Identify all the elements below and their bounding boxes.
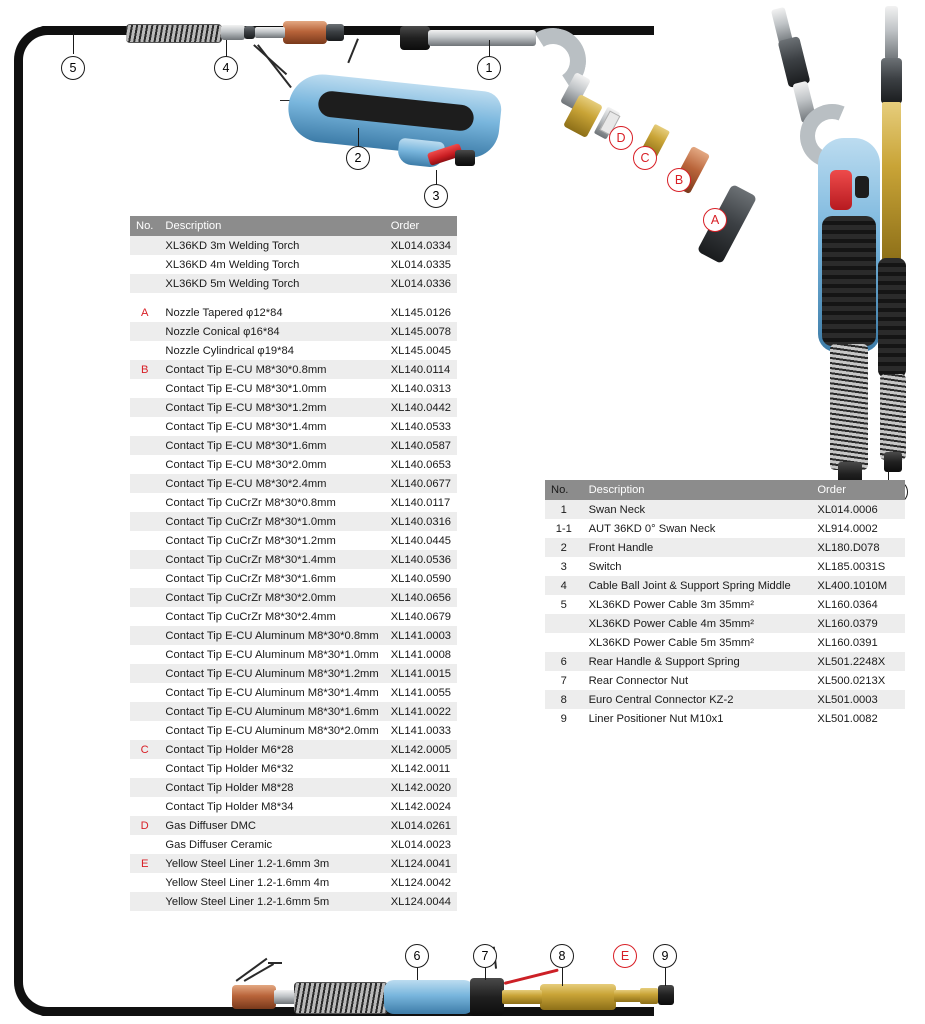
cell-order: XL140.0114 [385, 360, 457, 379]
cell-description: XL36KD Power Cable 4m 35mm² [583, 614, 812, 633]
cell-description: AUT 36KD 0° Swan Neck [583, 519, 812, 538]
cell-no: B [130, 360, 159, 379]
cell-order: XL140.0590 [385, 569, 457, 588]
table-row [545, 576, 905, 595]
cell-order: XL400.1010M [811, 576, 905, 595]
cell-description: Contact Tip CuCrZr M8*30*0.8mm [159, 493, 384, 512]
cell-no [130, 436, 159, 455]
callout-7[interactable]: 7 [473, 944, 497, 968]
table-row [130, 702, 457, 721]
cell-order: XL145.0126 [385, 303, 457, 322]
callout-B[interactable]: B [667, 168, 691, 192]
table-row [130, 569, 457, 588]
swan-neck-insulator [400, 26, 430, 50]
table-header-row [130, 216, 457, 236]
swan-neck-straight-tube [428, 30, 536, 46]
table-row [130, 474, 457, 493]
cell-order: XL140.0316 [385, 512, 457, 531]
copper-contact-barrel [283, 21, 327, 44]
cell-order: XL124.0041 [385, 854, 457, 873]
table-row [545, 595, 905, 614]
cell-description: Rear Connector Nut [583, 671, 812, 690]
header-description: Description [159, 216, 384, 236]
switch-housing [455, 150, 475, 166]
table-row [130, 379, 457, 398]
cell-order: XL160.0379 [811, 614, 905, 633]
cell-description: Contact Tip E-CU Aluminum M8*30*1.2mm [159, 664, 384, 683]
cell-no: 5 [545, 595, 583, 614]
cell-description: Contact Tip Holder M6*32 [159, 759, 384, 778]
cell-order: XL142.0024 [385, 797, 457, 816]
cell-description: Contact Tip CuCrZr M8*30*1.6mm [159, 569, 384, 588]
table-row [130, 455, 457, 474]
header-no: No. [130, 216, 159, 236]
table-row [545, 614, 905, 633]
cell-order: XL140.0653 [385, 455, 457, 474]
cell-description: XL36KD Power Cable 3m 35mm² [583, 595, 812, 614]
cable-ball-joint-sleeve [221, 25, 245, 40]
table-row [545, 633, 905, 652]
cell-order: XL141.0055 [385, 683, 457, 702]
cell-no: 4 [545, 576, 583, 595]
cell-no [130, 398, 159, 417]
cell-description: Swan Neck [583, 500, 812, 519]
cell-order: XL140.0677 [385, 474, 457, 493]
rear-trigger-wire-c [268, 962, 282, 964]
cell-order: XL185.0031S [811, 557, 905, 576]
cell-order: XL141.0008 [385, 645, 457, 664]
table-row [130, 778, 457, 797]
table-row [130, 835, 457, 854]
table-spacer-cell [130, 293, 457, 303]
callout-6[interactable]: 6 [405, 944, 429, 968]
cell-description: Rear Handle & Support Spring [583, 652, 812, 671]
cell-no [130, 379, 159, 398]
cell-no [130, 236, 159, 255]
cell-no: 3 [545, 557, 583, 576]
cell-order: XL014.0261 [385, 816, 457, 835]
cell-description: Liner Positioner Nut M10x1 [583, 709, 812, 728]
table-row [130, 664, 457, 683]
callout-5[interactable]: 5 [61, 56, 85, 80]
table-row [545, 500, 905, 519]
cell-order: XL142.0005 [385, 740, 457, 759]
rear-shaft [274, 990, 296, 1004]
assembled-switch-trigger [830, 170, 852, 210]
cell-no [130, 721, 159, 740]
header-description: Description [583, 480, 812, 500]
cell-description: Yellow Steel Liner 1.2-1.6mm 5m [159, 892, 384, 911]
assembled-torch-nozzle [778, 36, 811, 88]
cell-order: XL141.0022 [385, 702, 457, 721]
cell-no [130, 645, 159, 664]
table-row [130, 607, 457, 626]
cell-order: XL014.0006 [811, 500, 905, 519]
cell-no: 1-1 [545, 519, 583, 538]
cell-no: D [130, 816, 159, 835]
cell-order: XL014.0334 [385, 236, 457, 255]
table-row [545, 538, 905, 557]
cell-description: Contact Tip Holder M8*34 [159, 797, 384, 816]
table-row [130, 626, 457, 645]
leader-8 [562, 968, 563, 986]
cell-no [130, 322, 159, 341]
cell-description: Contact Tip E-CU M8*30*2.0mm [159, 455, 384, 474]
table-row [130, 512, 457, 531]
cell-order: XL140.0656 [385, 588, 457, 607]
cell-no [130, 455, 159, 474]
cell-no [130, 683, 159, 702]
cell-order: XL141.0003 [385, 626, 457, 645]
aut-swan-neck-spring [880, 374, 906, 460]
table-row [130, 816, 457, 835]
cell-description: Nozzle Conical φ16*84 [159, 322, 384, 341]
cell-order: XL124.0042 [385, 873, 457, 892]
cell-order: XL141.0015 [385, 664, 457, 683]
table-row [130, 236, 457, 255]
cell-description: Contact Tip CuCrZr M8*30*1.4mm [159, 550, 384, 569]
table-row [130, 293, 457, 303]
leader-5 [73, 32, 74, 54]
callout-E[interactable]: E [613, 944, 637, 968]
callout-3[interactable]: 3 [424, 184, 448, 208]
rear-copper-barrel [232, 985, 276, 1009]
table-row [130, 360, 457, 379]
rear-connector-nut [470, 978, 504, 1016]
table-row [130, 417, 457, 436]
cell-order: XL500.0213X [811, 671, 905, 690]
table-row [130, 398, 457, 417]
cell-no [130, 778, 159, 797]
cell-order: XL142.0011 [385, 759, 457, 778]
cell-description: Contact Tip E-CU Aluminum M8*30*0.8mm [159, 626, 384, 645]
cell-no [130, 835, 159, 854]
table-row [130, 645, 457, 664]
cell-order: XL140.0313 [385, 379, 457, 398]
cell-no [130, 797, 159, 816]
cell-description: Cable Ball Joint & Support Spring Middle [583, 576, 812, 595]
cell-order: XL160.0391 [811, 633, 905, 652]
table-row [130, 255, 457, 274]
cell-description: Nozzle Tapered φ12*84 [159, 303, 384, 322]
table-row [130, 531, 457, 550]
table-row [545, 690, 905, 709]
cell-no [130, 255, 159, 274]
cell-description: XL36KD 4m Welding Torch [159, 255, 384, 274]
cell-no: A [130, 303, 159, 322]
cell-no [130, 588, 159, 607]
cell-no [130, 512, 159, 531]
cell-no [130, 474, 159, 493]
cell-order: XL140.0442 [385, 398, 457, 417]
cell-order: XL140.0536 [385, 550, 457, 569]
header-order: Order [811, 480, 905, 500]
table-header-row [545, 480, 905, 500]
cell-description: Contact Tip E-CU M8*30*1.4mm [159, 417, 384, 436]
cell-description: XL36KD 3m Welding Torch [159, 236, 384, 255]
cell-order: XL140.0445 [385, 531, 457, 550]
assembled-rear-grip [822, 216, 876, 346]
table-row [130, 759, 457, 778]
cell-order: XL014.0335 [385, 255, 457, 274]
table-row [545, 557, 905, 576]
cell-order: XL142.0020 [385, 778, 457, 797]
cell-description: Contact Tip E-CU M8*30*1.0mm [159, 379, 384, 398]
table-row [545, 709, 905, 728]
cell-order: XL501.2248X [811, 652, 905, 671]
cable-end-cap [326, 24, 344, 41]
header-no: No. [545, 480, 583, 500]
cell-description: Contact Tip CuCrZr M8*30*1.2mm [159, 531, 384, 550]
cell-description: Contact Tip E-CU M8*30*2.4mm [159, 474, 384, 493]
cell-no [130, 759, 159, 778]
cell-no: 2 [545, 538, 583, 557]
table-row [130, 892, 457, 911]
cell-description: Contact Tip E-CU Aluminum M8*30*1.6mm [159, 702, 384, 721]
cell-no [130, 550, 159, 569]
leader-6 [417, 968, 418, 980]
cell-no [130, 569, 159, 588]
cell-no [130, 702, 159, 721]
liner-positioner-collar [640, 988, 658, 1004]
callout-1[interactable]: 1 [477, 56, 501, 80]
cell-no [545, 633, 583, 652]
table-row [130, 873, 457, 892]
table-row [130, 274, 457, 293]
cell-description: Contact Tip E-CU Aluminum M8*30*2.0mm [159, 721, 384, 740]
table-row [545, 652, 905, 671]
cable-connector-shaft [255, 27, 285, 38]
cell-description: Contact Tip CuCrZr M8*30*2.4mm [159, 607, 384, 626]
cell-no [130, 417, 159, 436]
rear-support-spring [294, 982, 388, 1014]
cell-no [130, 873, 159, 892]
aut-swan-neck-tip [885, 6, 898, 60]
consumables-table [130, 216, 457, 911]
cell-no: 9 [545, 709, 583, 728]
cell-description: XL36KD Power Cable 5m 35mm² [583, 633, 812, 652]
header-order: Order [385, 216, 457, 236]
cell-no [545, 614, 583, 633]
callout-A[interactable]: A [703, 208, 727, 232]
cell-no [130, 274, 159, 293]
cell-order: XL160.0364 [811, 595, 905, 614]
cell-description: Gas Diffuser Ceramic [159, 835, 384, 854]
table-row [130, 683, 457, 702]
cell-no: 1 [545, 500, 583, 519]
cell-no [130, 664, 159, 683]
table-row [130, 436, 457, 455]
table-row [130, 322, 457, 341]
leader-7 [485, 968, 486, 980]
callout-9[interactable]: 9 [653, 944, 677, 968]
table-row [130, 550, 457, 569]
cell-no: C [130, 740, 159, 759]
cell-description: Front Handle [583, 538, 812, 557]
cable-ball-joint-collar [244, 26, 255, 39]
cell-description: Contact Tip Holder M8*28 [159, 778, 384, 797]
callout-4[interactable]: 4 [214, 56, 238, 80]
cell-description: Contact Tip E-CU Aluminum M8*30*1.4mm [159, 683, 384, 702]
callout-D[interactable]: D [609, 126, 633, 150]
cell-description: Contact Tip CuCrZr M8*30*2.0mm [159, 588, 384, 607]
cell-description: Contact Tip Holder M6*28 [159, 740, 384, 759]
cell-order: XL145.0078 [385, 322, 457, 341]
cell-order: XL501.0003 [811, 690, 905, 709]
assembly-table [545, 480, 905, 728]
cell-description: Contact Tip E-CU M8*30*1.6mm [159, 436, 384, 455]
cell-no [130, 626, 159, 645]
cell-order: XL501.0082 [811, 709, 905, 728]
cell-order: XL914.0002 [811, 519, 905, 538]
table-row [130, 721, 457, 740]
cell-order: XL140.0587 [385, 436, 457, 455]
callout-C[interactable]: C [633, 146, 657, 170]
cell-description: Euro Central Connector KZ-2 [583, 690, 812, 709]
cell-description: Yellow Steel Liner 1.2-1.6mm 3m [159, 854, 384, 873]
cell-description: Contact Tip E-CU M8*30*1.2mm [159, 398, 384, 417]
table-row [130, 588, 457, 607]
euro-central-connector [540, 984, 616, 1010]
cell-description: Yellow Steel Liner 1.2-1.6mm 4m [159, 873, 384, 892]
callout-2[interactable]: 2 [346, 146, 370, 170]
cell-order: XL140.0533 [385, 417, 457, 436]
cell-description: Nozzle Cylindrical φ19*84 [159, 341, 384, 360]
cell-order: XL014.0336 [385, 274, 457, 293]
liner-positioner-nut [658, 985, 674, 1005]
table-row [130, 854, 457, 873]
cell-description: Contact Tip E-CU M8*30*0.8mm [159, 360, 384, 379]
cell-no [130, 341, 159, 360]
cell-description: Gas Diffuser DMC [159, 816, 384, 835]
table-row [130, 493, 457, 512]
table-row [130, 797, 457, 816]
cell-order: XL141.0033 [385, 721, 457, 740]
assembled-switch-button [855, 176, 869, 198]
table-row [130, 740, 457, 759]
euro-connector-shank [502, 990, 542, 1004]
cell-order: XL014.0023 [385, 835, 457, 854]
aut-swan-neck-brass-tube [882, 102, 901, 262]
cell-order: XL140.0679 [385, 607, 457, 626]
cell-order: XL140.0117 [385, 493, 457, 512]
cell-no: 8 [545, 690, 583, 709]
cell-no [130, 531, 159, 550]
assembled-support-spring [830, 344, 868, 470]
cell-no: 7 [545, 671, 583, 690]
cell-description: Contact Tip E-CU Aluminum M8*30*1.0mm [159, 645, 384, 664]
table-row [545, 671, 905, 690]
table-row [545, 519, 905, 538]
callout-8[interactable]: 8 [550, 944, 574, 968]
aut-swan-neck-nozzle [881, 58, 902, 104]
aut-swan-neck-grip [878, 258, 906, 378]
aut-swan-neck-end-cap [884, 452, 902, 472]
cell-description: Switch [583, 557, 812, 576]
cell-description: XL36KD 5m Welding Torch [159, 274, 384, 293]
power-cable-top-segment [40, 26, 130, 35]
leader-2 [358, 128, 359, 148]
table-row [130, 303, 457, 322]
cell-no: 6 [545, 652, 583, 671]
cell-order: XL145.0045 [385, 341, 457, 360]
cell-order: XL124.0044 [385, 892, 457, 911]
cell-no [130, 892, 159, 911]
table-row [130, 341, 457, 360]
support-spring-middle [126, 24, 222, 43]
leader-9 [665, 968, 666, 986]
cell-no [130, 493, 159, 512]
cell-order: XL180.D078 [811, 538, 905, 557]
cell-no: E [130, 854, 159, 873]
rear-handle [384, 980, 474, 1014]
cell-no [130, 607, 159, 626]
cell-description: Contact Tip CuCrZr M8*30*1.0mm [159, 512, 384, 531]
